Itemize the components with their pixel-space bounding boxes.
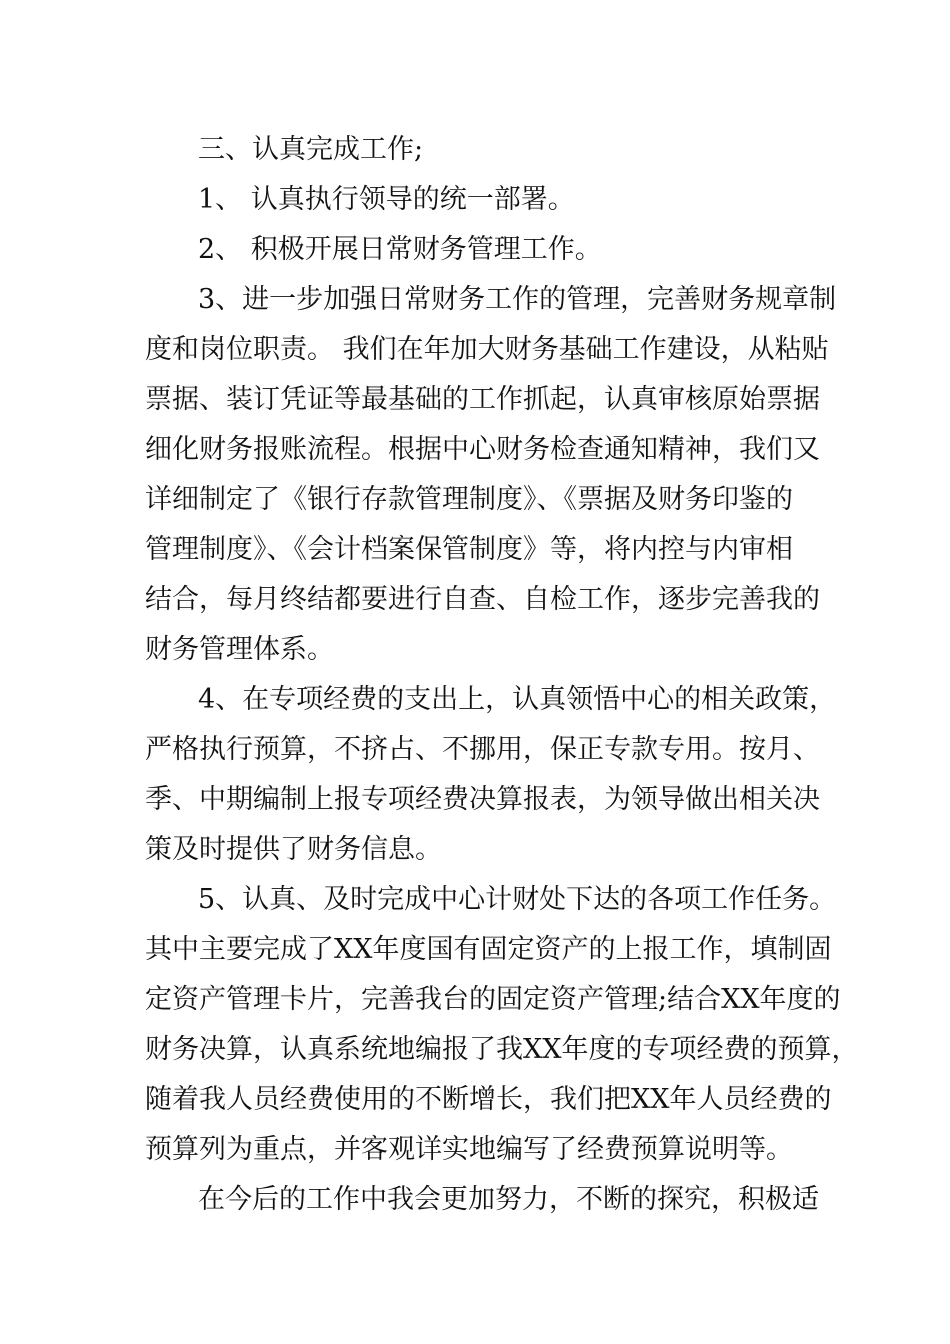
paragraph-3-line-1: 3、进一步加强日常财务工作的管理，完善财务规章制 [198,284,837,315]
paragraph-4-line-1: 4、在专项经费的支出上，认真领悟中心的相关政策， [198,684,837,715]
paragraph-3-line-6: 管理制度》、《会计档案保管制度》等，将内控与内审相 [145,534,793,565]
list-item-2: 2、 积极开展日常财务管理工作。 [198,234,602,265]
section-heading: 三、认真完成工作; [198,134,424,165]
paragraph-5-line-3: 定资产管理卡片，完善我台的固定资产管理;结合XX年度的 [145,984,841,1015]
paragraph-3-line-3: 票据、装订凭证等最基础的工作抓起，认真审核原始票据 [145,384,820,415]
paragraph-3-line-7: 结合，每月终结都要进行自查、自检工作，逐步完善我的 [145,584,820,615]
paragraph-4-line-4: 策及时提供了财务信息。 [145,834,442,865]
paragraph-3-line-4: 细化财务报账流程。根据中心财务检查通知精神，我们又 [145,434,820,465]
paragraph-5-line-6: 预算列为重点，并客观详实地编写了经费预算说明等。 [145,1134,793,1165]
paragraph-3-line-8: 财务管理体系。 [145,634,334,665]
paragraph-3-line-2: 度和岗位职责。 我们在年加大财务基础工作建设，从粘贴 [145,334,829,365]
paragraph-4-line-3: 季、中期编制上报专项经费决算报表，为领导做出相关决 [145,784,820,815]
paragraph-4-line-2: 严格执行预算，不挤占、不挪用，保正专款专用。按月、 [145,734,820,765]
paragraph-5-line-1: 5、认真、及时完成中心计财处下达的各项工作任务。 [198,884,837,915]
paragraph-5-line-5: 随着我人员经费使用的不断增长，我们把XX年人员经费的 [145,1084,832,1115]
closing-paragraph-line-1: 在今后的工作中我会更加努力，不断的探究，积极适 [198,1184,819,1215]
paragraph-5-line-4: 财务决算，认真系统地编报了我XX年度的专项经费的预算， [145,1034,859,1065]
paragraph-5-line-2: 其中主要完成了XX年度国有固定资产的上报工作，填制固 [145,934,832,965]
paragraph-3-line-5: 详细制定了《银行存款管理制度》、《票据及财务印鉴的 [145,484,793,515]
list-item-1: 1、 认真执行领导的统一部署。 [198,184,575,215]
